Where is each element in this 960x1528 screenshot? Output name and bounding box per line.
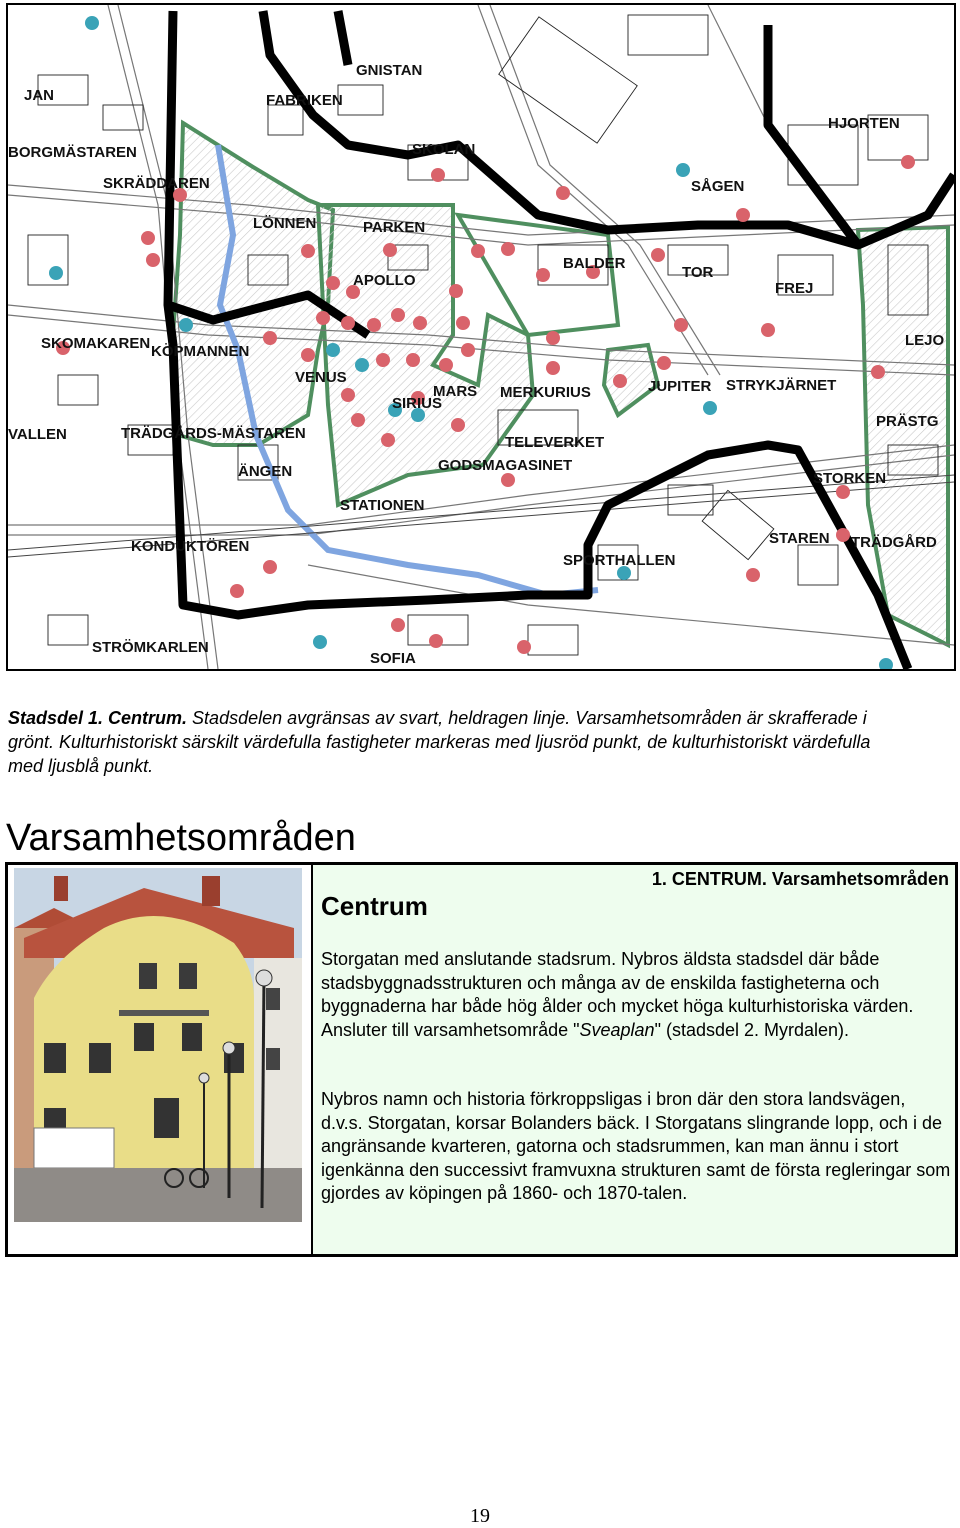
label-tradgard: TRÄDGÅRD <box>851 534 937 551</box>
label-strykjarnet: STRYKJÄRNET <box>726 377 837 394</box>
info-box <box>5 862 958 1257</box>
label-staren: STAREN <box>769 530 830 547</box>
paragraph-1 <box>321 948 951 1042</box>
label-tradgards-mastaren: TRÄDGÅRDS-MÄSTAREN <box>121 425 306 442</box>
label-sirius: SIRIUS <box>392 395 443 412</box>
paragraph-1-text-a: Storgatan med anslutande stadsrum. Nybros äldsta stadsdel där både stadsbyggnadsstrukturen och många av de enskilda fastigheterna och byggnaderna har både hög ålder och mycket höga kulturhistoriska värden. Ansluter till varsamhetsområde " <box>321 949 914 1040</box>
label-sporthallen: SPORTHALLEN <box>563 552 676 569</box>
photo-column <box>8 865 313 1254</box>
label-tor: TOR <box>682 264 714 281</box>
paragraph-1-text-b: " (stadsdel 2. Myrdalen). <box>654 1019 850 1040</box>
caption-text: Stadsdelen avgränsas av svart, heldragen linje. Varsamhetsområden är skrafferade i grönt. Kulturhistoriskt särskilt värdefulla fastigheter markeras med ljusröd punkt, de kulturhistoriskt värdefulla med ljusblå punkt. <box>8 708 871 776</box>
district-map <box>6 3 956 671</box>
label-televerket: TELEVERKET <box>505 434 605 451</box>
label-angen: ÄNGEN <box>238 463 293 480</box>
label-balder: BALDER <box>563 255 626 272</box>
paragraph-2: Nybros namn och historia förkroppsligas i bron där den stora landsvägen, d.v.s. Storgatan, korsar Bolanders bäck. I Storgatans slingrande lopp, och i de angränsande kvarteren, gatorna och stadsrummen, kan man ännu i stort igenkänna den successivt framvuxna strukturen samt de första regleringar som gjordes av köpingen på 1860- och 1870-talen. <box>321 1089 951 1203</box>
label-prastg: PRÄSTG <box>876 413 939 430</box>
label-kopmannen: KÖPMANNEN <box>151 343 250 360</box>
box-subtitle: 1. CENTRUM. Varsamhetsområden <box>651 869 949 889</box>
label-storken: STORKEN <box>813 470 887 487</box>
label-borgmastaren: BORGMÄSTAREN <box>8 144 137 161</box>
section-heading: Varsamhetsområden <box>6 817 356 859</box>
label-jupiter: JUPITER <box>648 378 712 395</box>
label-venus: VENUS <box>295 369 347 386</box>
page-number: 19 <box>470 1505 490 1527</box>
label-lonnen: LÖNNEN <box>253 215 317 232</box>
label-vallen: VALLEN <box>8 426 67 443</box>
caption-bold: Stadsdel 1. Centrum. <box>8 708 188 728</box>
label-sagen: SÅGEN <box>691 178 745 195</box>
map-svg <box>8 5 954 669</box>
label-gnistan: GNISTAN <box>356 62 423 79</box>
street-photo <box>14 868 302 1222</box>
label-stationen: STATIONEN <box>340 497 425 514</box>
label-stromkarlen: STRÖMKARLEN <box>92 639 209 656</box>
label-frej: FREJ <box>775 280 814 297</box>
label-lejon: LEJO <box>905 332 945 349</box>
label-skomakaren: SKOMAKAREN <box>41 335 151 352</box>
label-konduktoren: KONDUKTÖREN <box>131 538 250 555</box>
label-sofia: SOFIA <box>370 650 416 667</box>
paragraph-1-italic: Sveaplan <box>579 1019 655 1040</box>
label-godsmagasinet: GODSMAGASINET <box>438 457 573 474</box>
label-merkurius: MERKURIUS <box>500 384 591 401</box>
label-mars: MARS <box>433 383 478 400</box>
text-column <box>321 865 955 1254</box>
label-skraddaren: SKRÄDDAREN <box>103 175 210 192</box>
map-caption <box>8 706 908 778</box>
label-fabriken: FABRIKEN <box>266 92 343 109</box>
label-hjorten: HJORTEN <box>828 115 900 132</box>
box-title: Centrum <box>321 891 428 921</box>
label-jan: JAN <box>24 87 55 104</box>
label-apollo: APOLLO <box>353 272 416 289</box>
label-skolan: SKOLAN <box>412 141 476 158</box>
label-parken: PARKEN <box>363 219 426 236</box>
